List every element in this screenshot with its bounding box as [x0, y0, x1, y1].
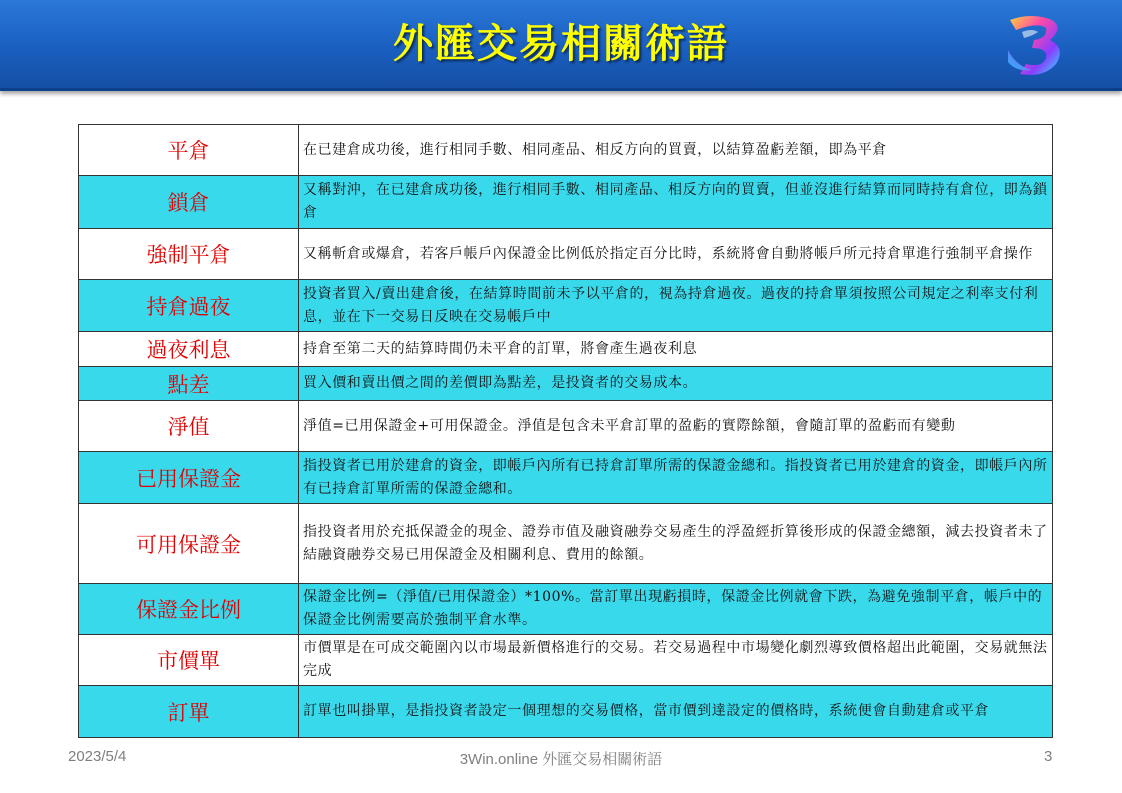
table-row — [79, 229, 1053, 280]
definition-cell: 在已建倉成功後，進行相同手數、相同產品、相反方向的買賣，以結算盈虧差額，即為平倉 — [299, 125, 1053, 176]
table-row — [79, 686, 1053, 738]
table-row — [79, 452, 1053, 504]
term-cell: 持倉過夜 — [79, 280, 299, 332]
definition-cell: 投資者買入/賣出建倉後，在結算時間前未予以平倉的，視為持倉過夜。過夜的持倉單須按照公司規定之利率支付利息，並在下一交易日反映在交易帳戶中 — [299, 280, 1053, 332]
term-cell: 訂單 — [79, 686, 299, 738]
table-row — [79, 635, 1053, 686]
table-row — [79, 584, 1053, 635]
term-cell: 淨值 — [79, 401, 299, 452]
definition-cell: 又稱對沖，在已建倉成功後，進行相同手數、相同產品、相反方向的買賣，但並沒進行結算而同時持有倉位，即為鎖倉 — [299, 176, 1053, 229]
slide-header — [0, 0, 1122, 91]
term-cell: 過夜利息 — [79, 332, 299, 367]
footer-page-number: 3 — [1044, 748, 1053, 765]
term-cell: 平倉 — [79, 125, 299, 176]
terms-table — [78, 124, 1053, 738]
table-row — [79, 332, 1053, 367]
definition-cell: 保證金比例=（淨值/已用保證金）*100%。當訂單出現虧損時，保證金比例就會下跌，為避免強制平倉，帳戶中的保證金比例需要高於強制平倉水準。 — [299, 584, 1053, 635]
definition-cell: 指投資者已用於建倉的資金，即帳戶內所有已持倉訂單所需的保證金總和。指投資者已用於建倉的資金，即帳戶內所有已持倉訂單所需的保證金總和。 — [299, 452, 1053, 504]
definition-cell: 買入價和賣出價之間的差價即為點差，是投資者的交易成本。 — [299, 367, 1053, 401]
definition-cell: 市價單是在可成交範圍內以市場最新價格進行的交易。若交易過程中市場變化劇烈導致價格超出此範圍，交易就無法完成 — [299, 635, 1053, 686]
term-cell: 已用保證金 — [79, 452, 299, 504]
term-cell: 鎖倉 — [79, 176, 299, 229]
table-row — [79, 125, 1053, 176]
table-row — [79, 367, 1053, 401]
term-cell: 市價單 — [79, 635, 299, 686]
3win-logo-icon — [1002, 10, 1068, 80]
footer-date: 2023/5/4 — [68, 748, 127, 765]
definition-cell: 持倉至第二天的結算時間仍未平倉的訂單，將會產生過夜利息 — [299, 332, 1053, 367]
definition-cell: 淨值=已用保證金+可用保證金。淨值是包含未平倉訂單的盈虧的實際餘額，會隨訂單的盈虧而有變動 — [299, 401, 1053, 452]
table-row — [79, 401, 1053, 452]
definition-cell: 又稱斬倉或爆倉，若客戶帳戶內保證金比例低於指定百分比時，系統將會自動將帳戶所元持倉單進行強制平倉操作 — [299, 229, 1053, 280]
table-row — [79, 504, 1053, 584]
term-cell: 可用保證金 — [79, 504, 299, 584]
table-row — [79, 176, 1053, 229]
term-cell: 強制平倉 — [79, 229, 299, 280]
table-row — [79, 280, 1053, 332]
term-cell: 保證金比例 — [79, 584, 299, 635]
definition-cell: 指投資者用於充抵保證金的現金、證券市值及融資融券交易產生的浮盈經折算後形成的保證金總額，減去投資者未了結融資融券交易已用保證金及相關利息、費用的餘額。 — [299, 504, 1053, 584]
footer-title: 3Win.online 外匯交易相關術語 — [459, 751, 663, 768]
slide-title: 外匯交易相關術語 — [393, 21, 729, 67]
term-cell: 點差 — [79, 367, 299, 401]
definition-cell: 訂單也叫掛單，是指投資者設定一個理想的交易價格，當市價到達設定的價格時，系統便會自動建倉或平倉 — [299, 686, 1053, 738]
